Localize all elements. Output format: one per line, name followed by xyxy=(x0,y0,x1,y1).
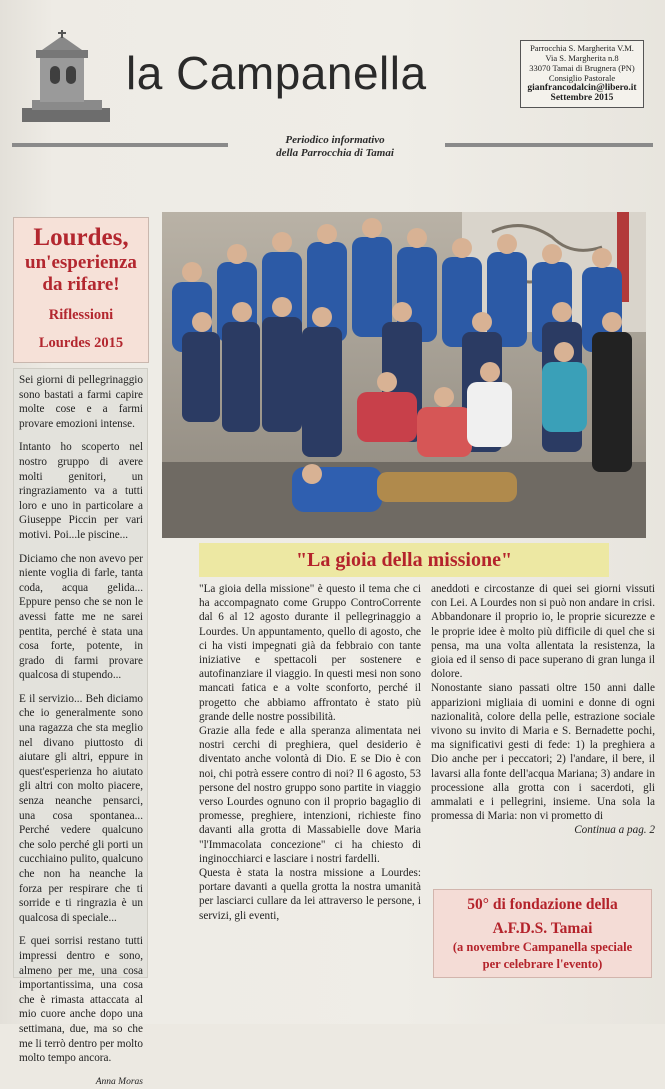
parish-info-box xyxy=(520,40,644,108)
afds-headline-2: A.F.D.S. Tamai xyxy=(492,920,593,937)
main-headline: "La gioia della missione" xyxy=(295,549,513,571)
issue-date: Settembre 2015 xyxy=(550,93,614,103)
afds-note-2: per celebrare l'evento) xyxy=(482,957,603,971)
author-signature: Anna Moras xyxy=(95,1076,143,1087)
article-paragraph: Sei giorni di pellegrinaggio sono bastati a farmi capire molte cose e a farmi provare emozioni intense. xyxy=(19,374,143,430)
newspaper-subtitle xyxy=(235,134,435,160)
reflection-article xyxy=(13,368,148,1087)
info-line: Via S. Margherita n.8 xyxy=(545,53,619,63)
subtitle-line: della Parrocchia di Tamai xyxy=(276,147,394,159)
lourdes-headline-3: da rifare! xyxy=(42,274,120,295)
group-photo xyxy=(162,212,646,538)
afds-headline: 50° di fondazione della xyxy=(467,896,618,913)
article-paragraph: E il servizio... Beh diciamo che io generalmente sono una ragazza che sta meglio nel divano piuttosto di aiutare gli altri, eppure in quest'esperienza ho aiutato gli altri con molto piacere, senza neanche pensarci, una cosa spontanea... Perché vedere qualcuno che solo perché gli porti un cucchiaino pulito, qualcuno che non ha neanche la forza per respirare che ti sorride e ti ringrazia è un qualcosa di speciale... xyxy=(19,692,143,924)
lourdes-headline: Lourdes, xyxy=(33,224,129,251)
article-column-2 xyxy=(431,582,655,838)
subtitle-line: Periodico informativo xyxy=(285,134,385,146)
info-email: gianfrancodalcin@libero.it xyxy=(527,83,637,93)
lourdes-title-box xyxy=(13,217,149,363)
article-paragraph: E quei sorrisi restano tutti impressi dentro e sono, almeno per me, una cosa importantissima, una cosa che è rimasta attaccata al mio cuore anche dopo una settimana, due, ma so che me li terrò dentro per molto molto tempo ancora. xyxy=(19,935,143,1065)
article-paragraph: Nonostante siano passati oltre 150 anni dalle apparizioni migliaia di uomini e donne di ogni nazionalità, colore della pelle, estrazione sociale vivono su invito di Maria e S. Bernadette pochi, ma significativi gesti di fede: 1) la preghiera a Dio anche per i peccatori; 2) l'andare, il bere, il lavarsi alla fonte dell'acqua Mariana; 3) andare in processione alla grotta con i sacerdoti, gli ammalati e i pellegrini, insieme. Una sola la promessa di Maria: non vi prometto di xyxy=(431,682,655,823)
newspaper-title: la Campanella xyxy=(126,47,427,99)
header-rule-right xyxy=(445,143,653,147)
lourdes-subhead-2: Lourdes 2015 xyxy=(38,335,124,351)
lourdes-headline-2: un'esperienza xyxy=(25,252,137,273)
article-paragraph: Intanto ho scoperto nel nostro gruppo di avere molti genitori, un ringraziamento va a tutti loro e uno in particolare a Giuseppe Piccin per vari motivi. Poi...le piscine... xyxy=(19,441,143,541)
continue-link[interactable]: Continua a pag. 2 xyxy=(574,824,655,837)
article-paragraph: Diciamo che non avevo per niente voglia di farle, tanta coda, acqua gelida... Eppure penso che se non le avessi fatte me ne sarei pentita, perché è stata una cosa forte, potente, in grado di farmi provare qualcosa di stupendo... xyxy=(19,552,143,682)
headline-band xyxy=(199,543,609,577)
afds-note: (a novembre Campanella speciale xyxy=(452,940,633,954)
header-rule-left xyxy=(12,143,228,147)
info-line: 33070 Tamai di Brugnera (PN) xyxy=(529,63,635,73)
article-paragraph: Grazie alla fede e alla speranza alimentata nei nostri cerchi di preghiera, quel desiderio è diventato anche volontà di Dio. E se Dio è con noi, chi potrà essere contro di noi? Il 6 agosto, 53 persone del nostro gruppo sono partite in viaggio verso Lourdes ognuno con il proprio bagaglio di promesse, preghiere, intenzioni, richieste fino davanti alla grotta di Massabielle dove Maria "l'Immacolata concezione" ci ha chiesto di inginocchiarci e lasciare i nostri fardelli. xyxy=(199,725,421,865)
article-column-1 xyxy=(199,582,421,923)
info-line: Parrocchia S. Margherita V.M. xyxy=(530,43,634,53)
lourdes-subhead: Riflessioni xyxy=(48,307,114,323)
article-paragraph: Questa è stata la nostra missione a Lourdes: portare davanti a quella grotta la nostra umanità per lasciarci cullare da lei attraverso le persone, i servizi, gli eventi, xyxy=(199,867,421,922)
bell-tower-logo xyxy=(22,30,110,126)
article-paragraph: "La gioia della missione" è questo il tema che ci ha accompagnato come Gruppo ControCorrente dal 6 al 12 agosto durante il pellegrinaggio a Lourdes. Un appuntamento, quello di agosto, che ci ha visti impegnati già da febbraio con tante iniziative e spettacoli per sostenere e autofinanziare il viaggio. In questi mesi non sono mancati fatica e a volte sconforto, perché il progetto che abbiamo affrontato è stato più grande delle nostre possibilità. xyxy=(199,583,421,723)
article-paragraph: aneddoti e circostanze di quei sei giorni vissuti con Lei. A Lourdes non si può non andare in crisi. Abbandonare il proprio io, le proprie sicurezze e le proprie idee è molto più difficile di quel che si pensa, ma una volta allentata la resistenza, la gioia ed il senso di pace superano di gran lunga il dolore. xyxy=(431,583,655,681)
info-line: Consiglio Pastorale xyxy=(548,73,616,83)
afds-anniversary-box xyxy=(433,889,652,978)
